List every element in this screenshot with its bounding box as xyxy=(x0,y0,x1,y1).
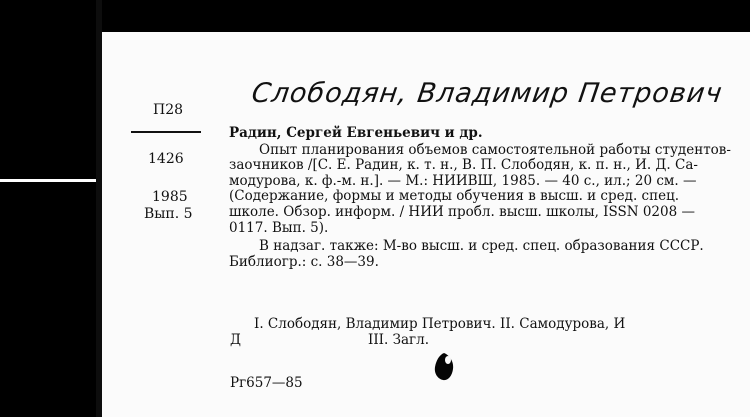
ink-blot-icon xyxy=(432,352,456,382)
card-number: 1426 xyxy=(148,151,184,167)
description-line: заочников /[С. Е. Радин, к. т. н., В. П. Слободян, к. п. н., И. Д. Са- xyxy=(229,157,698,174)
tracings-line: I. Слободян, Владимир Петрович. II. Самодурова, И xyxy=(254,316,626,332)
handwritten-signature: Слободян, Владимир Петрович xyxy=(249,78,725,109)
scan-top-notch xyxy=(678,0,750,32)
tracings-initial: Д xyxy=(230,332,241,348)
note-line: В надзаг. также: М-во высш. и сред. спец. образования СССР. xyxy=(259,238,704,255)
description-line: Опыт планирования объемов самостоятельной работы студентов- xyxy=(259,141,731,158)
description-line: 0117. Вып. 5). xyxy=(229,219,329,236)
description-line: (Содержание, формы и методы обучения в высш. и сред. спец. xyxy=(229,188,680,205)
author-heading: Радин, Сергей Евгеньевич и др. xyxy=(229,125,483,141)
issue-code: Вып. 5 xyxy=(144,206,193,222)
note-line: Библиогр.: с. 38—39. xyxy=(229,253,379,270)
tracings-title: III. Загл. xyxy=(368,332,429,348)
description-line: модурова, к. ф.-м. н.]. — М.: НИИВШ, 1985. — 40 с., ил.; 20 см. — xyxy=(229,172,697,189)
index-code: П28 xyxy=(153,102,184,118)
description-line: школе. Обзор. информ. / НИИ пробл. высш. школы, ISSN 0208 — xyxy=(229,203,695,220)
catalog-number: Рг657—85 xyxy=(230,375,303,391)
scan-edge-line xyxy=(0,179,96,182)
year-code: 1985 xyxy=(152,189,188,205)
bibliographic-entry xyxy=(229,126,744,270)
divider-rule xyxy=(131,131,201,133)
